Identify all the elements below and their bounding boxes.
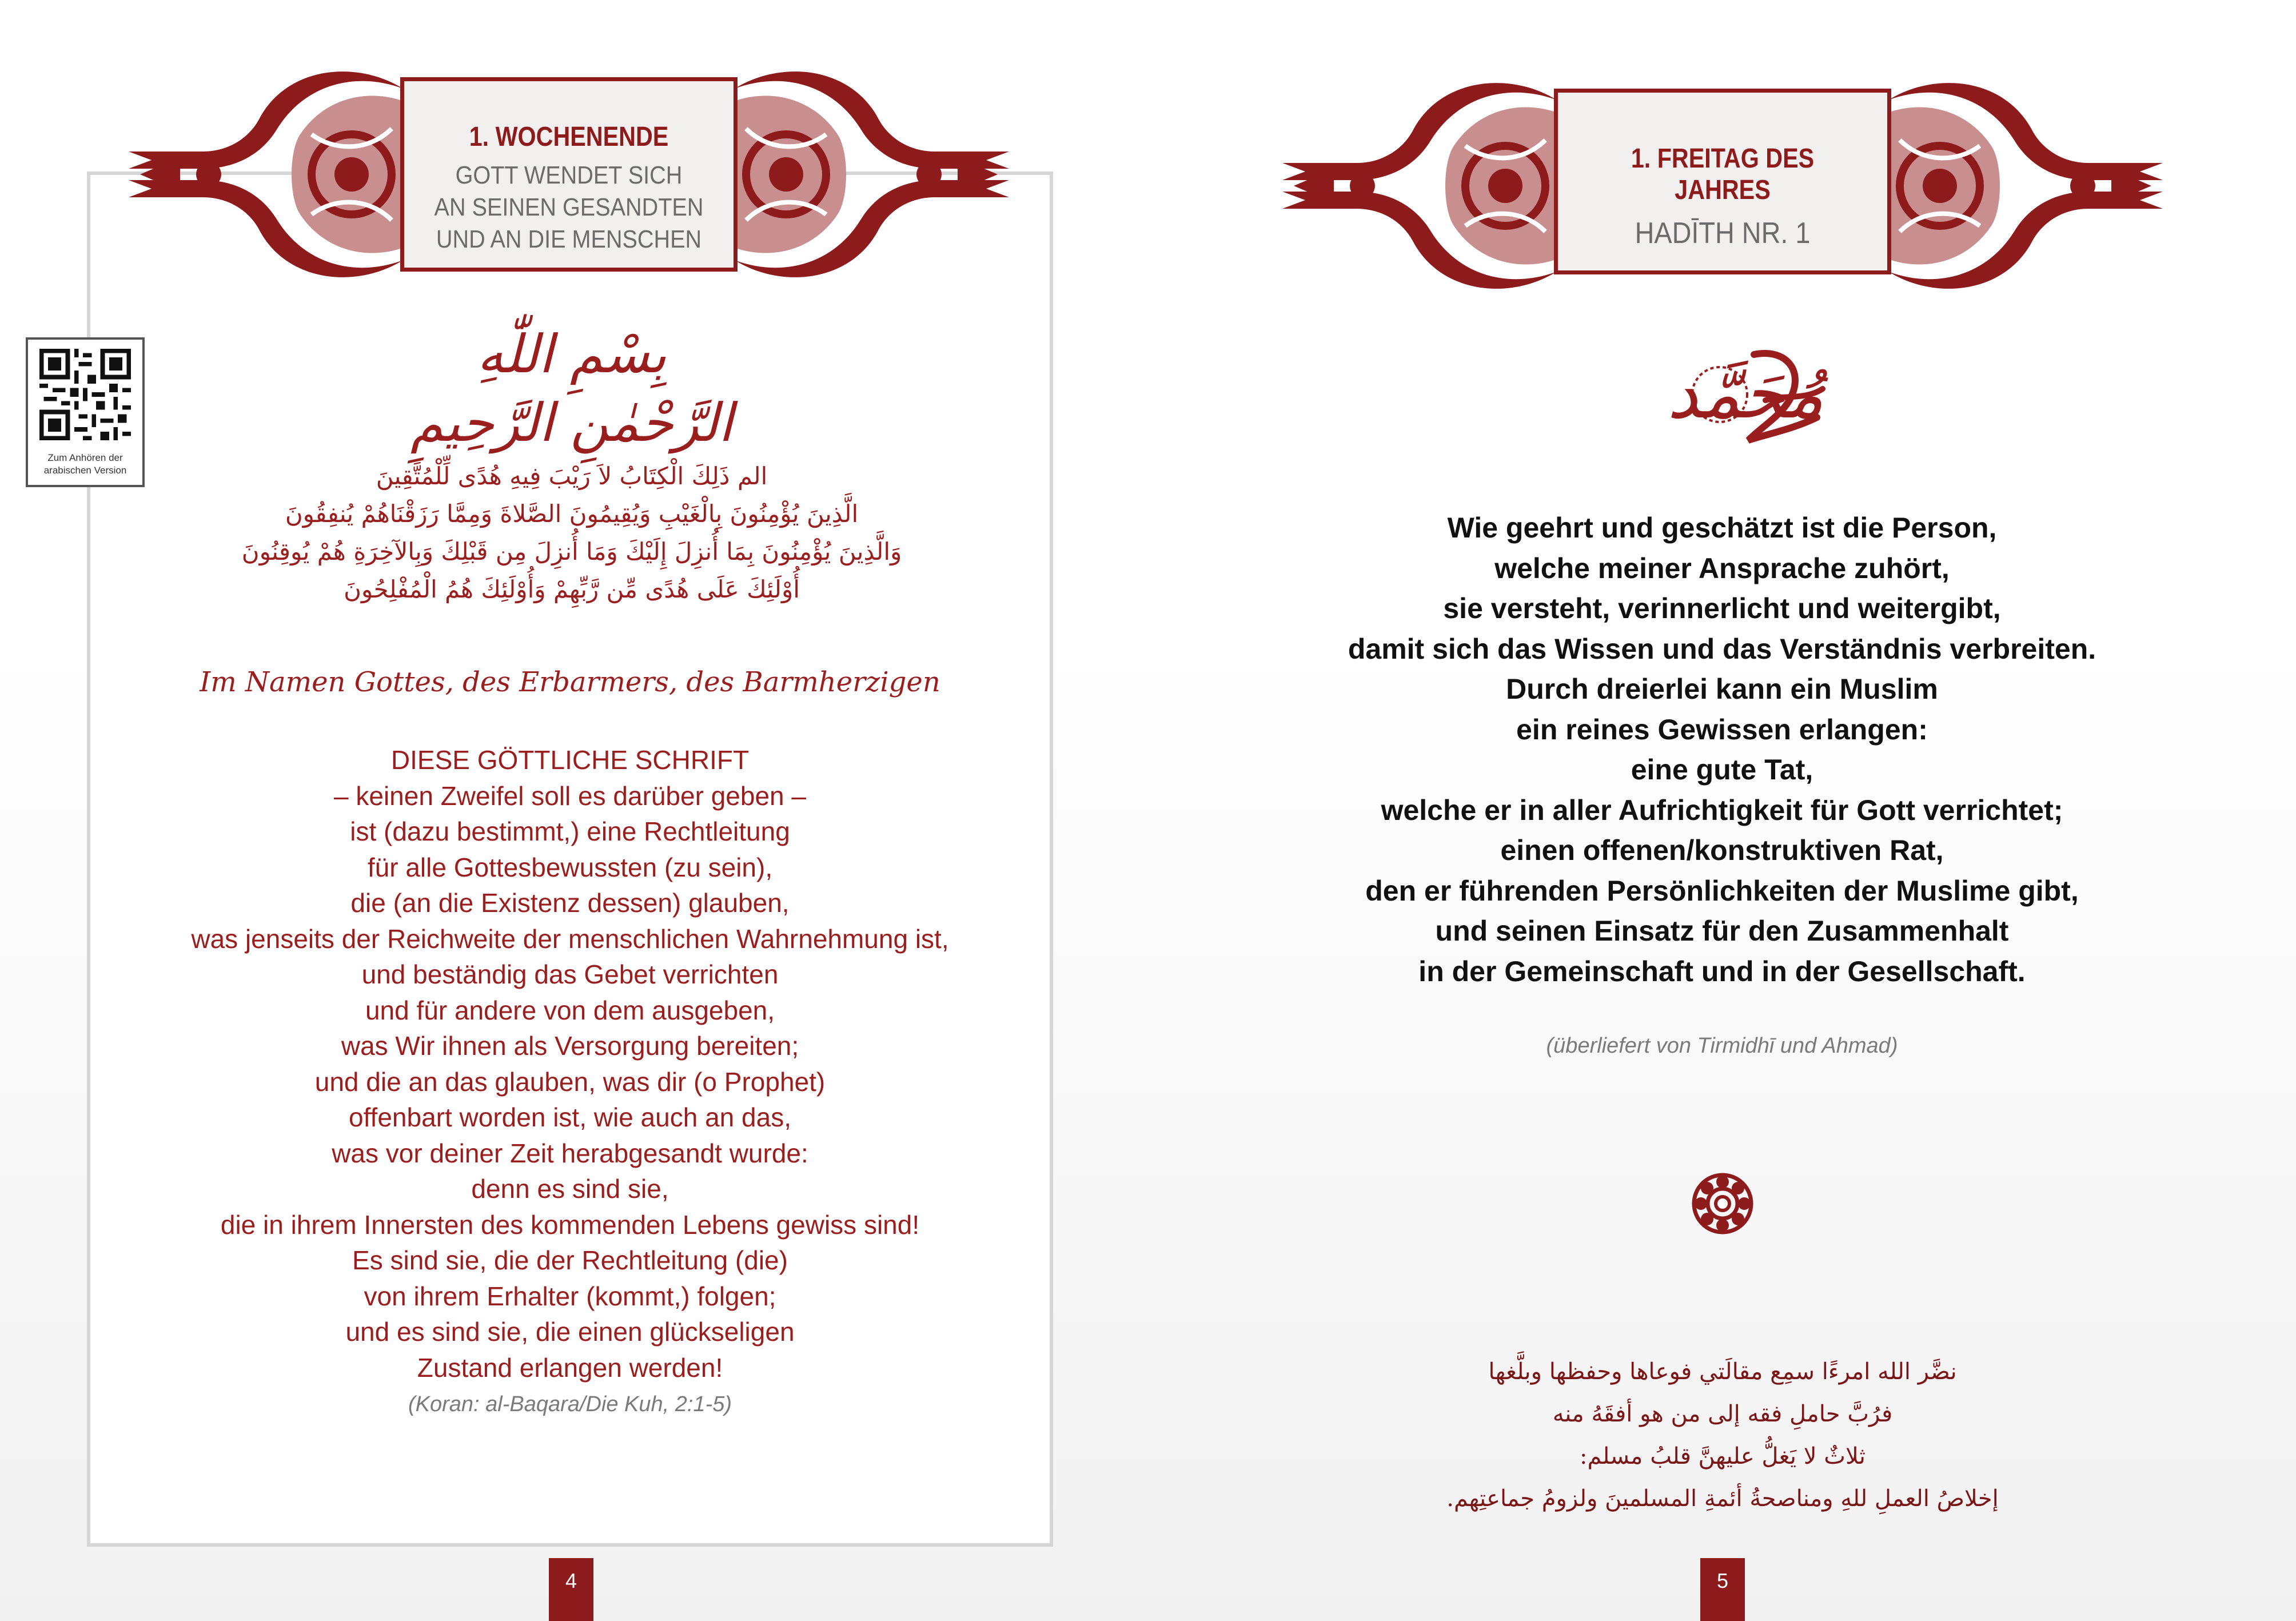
qr-code-icon[interactable] — [39, 349, 131, 440]
page-title: 1. WOCHENENDE — [469, 122, 669, 152]
qr-caption: Zum Anhören der arabischen Version — [43, 452, 127, 476]
right-page — [1148, 0, 2296, 1621]
page-number-right: 5 — [1700, 1558, 1745, 1621]
header-banner-left — [117, 66, 1021, 283]
basmala-calligraphy: بِسْمِ اللّٰهِ الرَّحْمٰنِ الرَّحِيمِ — [410, 324, 733, 453]
header-box — [1554, 89, 1891, 274]
quran-citation: (Koran: al-Baqara/Die Kuh, 2:1-5) — [408, 1392, 732, 1416]
verse-translation: DIESE GÖTTLICHE SCHRIFT – keinen Zweifel soll es darüber geben – ist (dazu bestimmt,) eine Rechtleitung für alle Gottesbewussten (zu sein), die (an die Existenz dessen) glauben, was jenseits der Reichweite der menschlichen Wahrnehmung ist, und beständig das Gebet verrichten und für andere von dem ausgeben, was Wir ihnen als Versorgung bereiten; und die an das glauben, was dir (o Prophet) offenbart worden ist, wie auch an das, was vor deiner Zeit herabgesandt wurde: denn es sind sie, die in ihrem Innersten des kommenden Lebens gewiss sind! Es sind sie, die der Rechtleitung (die) von ihrem Erhalter (kommt,) folgen; und es sind sie, die einen glückseligen Zustand erlangen werden! — [191, 745, 949, 1383]
qr-code-box[interactable] — [26, 337, 145, 487]
header-box — [400, 77, 738, 272]
basmala-translation: Im Namen Gottes, des Erbarmers, des Barmherzigen — [200, 666, 940, 698]
page-title: 1. FREITAG DES JAHRES — [1631, 144, 1815, 205]
header-subtitle: GOTT WENDET SICH AN SEINEN GESANDTEN UND AN DIE MENSCHEN — [434, 161, 704, 253]
header-banner-right — [1271, 77, 2174, 294]
header-subtitle: HADĪTH NR. 1 — [1635, 217, 1811, 250]
hadith-arabic: نضَّر الله امرءًا سمِع مقالَتي فوعاها وحفظها وبلَّغها فرُبَّ حاملِ فقه إلى من هو أفقَهُ منه ثلاثٌ لا يَغلُّ عليهنَّ قلبُ مسلم: إخلاصُ العملِ للهِ ومناصحةُ أئمةِ المسلمينَ ولزومُ جماعتِهم. — [1446, 1359, 1999, 1512]
muhammad-calligraphy-icon: مُحَمَّد — [1651, 332, 1840, 463]
hadith-translation: Wie geehrt und geschätzt ist die Person, welche meiner Ansprache zuhört, sie versteht, verinnerlicht und weitergibt, damit sich das Wissen und das Verständnis verbreiten. Durch dreierlei kann ein Muslim ein reines Gewissen erlangen: eine gute Tat, welche er in aller Aufrichtigkeit für Gott verrichtet; einen offenen/konstruktiven Rat, den er führenden Persönlichkeiten der Muslime gibt, und seinen Einsatz für den Zusammenhalt in der Gemeinschaft und in der Gesellschaft. — [1348, 512, 2096, 987]
page-number-left: 4 — [549, 1558, 593, 1621]
rosette-ornament-icon — [1688, 1169, 1757, 1238]
hadith-citation: (überliefert von Tirmidhī und Ahmad) — [1546, 1034, 1898, 1058]
quran-verse-arabic: الم ذَلِكَ الْكِتَابُ لاَ رَيْبَ فِيهِ هُدًى لِّلْمُتَّقِينَ الَّذِينَ يُؤْمِنُونَ بِالْغَيْبِ وَيُقِيمُونَ الصَّلاةَ وَمِمَّا رَزَقْنَاهُمْ يُنفِقُونَ وَالَّذِينَ يُؤْمِنُونَ بِمَا أُنزِلَ إِلَيْكَ وَمَا أُنزِلَ مِن قَبْلِكَ وَبِالآخِرَةِ هُمْ يُوقِنُونَ أُوْلَئِكَ عَلَى هُدًى مِّن رَّبِّهِمْ وَأُوْلَئِكَ هُمُ الْمُفْلِحُونَ — [241, 462, 902, 603]
